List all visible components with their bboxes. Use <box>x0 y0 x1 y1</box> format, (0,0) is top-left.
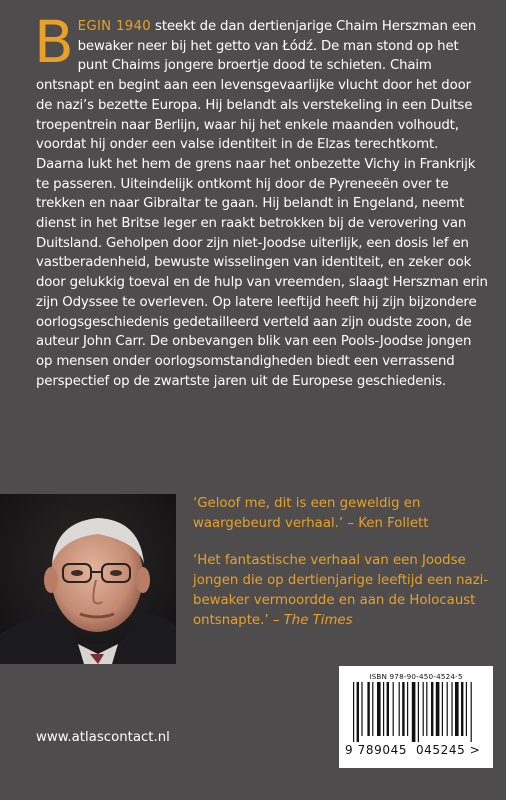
quote-ken-follett: ‘Geloof me, dit is een geweldig en waargebeurd verhaal.’ – Ken Follett <box>193 496 429 531</box>
author-photo <box>0 494 176 664</box>
review-quotes <box>193 494 493 648</box>
back-cover-blurb <box>34 8 488 391</box>
barcode-box <box>339 666 493 768</box>
publisher-website: www.atlascontact.nl <box>36 730 170 745</box>
barcode-bars <box>353 682 479 742</box>
lead-in-words: EGIN 1940 <box>77 19 151 34</box>
ean-digits: 9 789045 045245 > <box>345 743 481 757</box>
drop-cap: B <box>34 8 74 76</box>
isbn-label: ISBN 978-90-450-4524-5 <box>369 672 463 681</box>
blurb-text: steekt de dan dertienjarige Chaim Herszman een bewaker neer bij het getto van Łódź. De man stond op het punt Chaims jongere broertje dood te schieten. Chaim ontsnapt en begint aan een levensgevaarlijke vlucht door het door de nazi’s bezette Europa. Hij belandt als verstekeling in een Duitse troepentrein naar Berlijn, waar hij het enkele maanden volhoudt, voordat hij onder een valse identiteit in de Elzas terechtkomt. Daarna lukt het hem de grens naar het onbezette Vichy in Frankrijk te passeren. Uiteindelijk ontkomt hij door de Pyreneeën over te trekken en naar Gibraltar te gaan. Hij belandt in Engeland, neemt dienst in het Britse leger en raakt betrokken bij de verovering van Duitsland. Geholpen door zijn niet-Joodse uiterlijk, een dosis lef en vastberadenheid, bewuste wisselingen van identiteit, en zeker ook door gelukkig toeval en de hulp van vreemden, slaagt Herszman erin zijn Odyssee te overleven. Op latere leeftijd heeft hij zijn bijzondere oorlogsgeschiedenis gedetailleerd verteld aan zijn oudste zoon, de auteur John Carr. De onbevangen blik van een Pools-Joodse jongen op mensen onder oorlogsomstandigheden biedt een verrassend perspectief op de zwartste jaren uit de Europese geschiedenis. <box>36 19 488 389</box>
author-portrait-image <box>0 494 176 664</box>
quote-attribution: The Times <box>283 612 353 628</box>
quote-the-times: ‘Het fantastische verhaal van een Joodse jongen die op dertienjarige leeftijd een nazi-bewaker vermoordde en aan de Holocaust ontsnapte.’ – The Times <box>193 553 489 628</box>
